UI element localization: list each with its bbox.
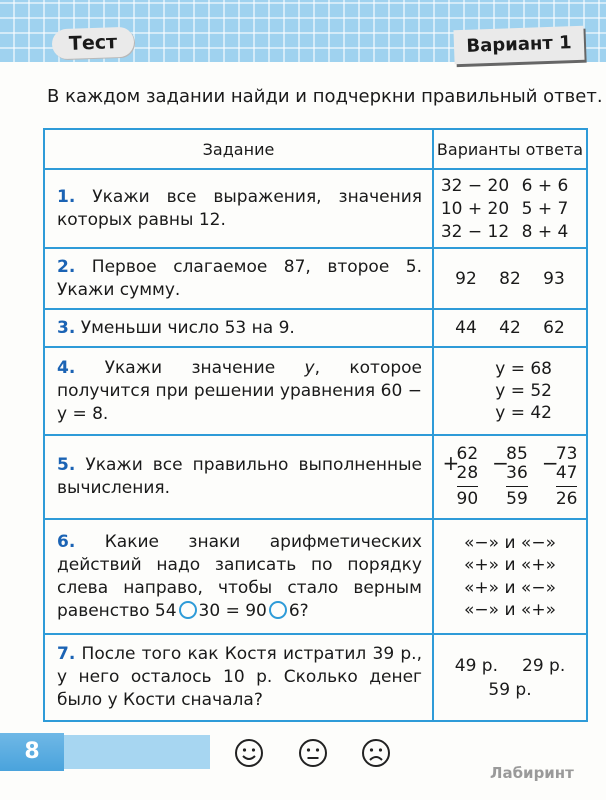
result: 90 [457, 486, 479, 509]
variable-y: y [304, 357, 315, 378]
operand-top: 73 [555, 444, 578, 464]
operand-bottom: 47 [555, 463, 578, 483]
answer-option[interactable]: «−» и «−» [464, 532, 556, 553]
answer-option[interactable]: 6 + 6 [521, 175, 569, 196]
task-7-answers [433, 634, 587, 721]
header-task: Задание [44, 129, 433, 169]
task-5-answers [433, 435, 587, 519]
equation-a: 54 [154, 600, 177, 621]
task-text-before: Укажи значение [104, 357, 305, 378]
answer-option[interactable]: 5 + 7 [521, 198, 569, 219]
answer-option[interactable]: «−» и «+» [464, 600, 556, 620]
task-3-question [44, 309, 433, 347]
empty-circle-icon[interactable] [179, 601, 197, 619]
task-text: После того как Костя истратил 39 р., у него осталось 10 р. Сколько денег было у Кости сначала? [57, 644, 422, 710]
table-row [44, 435, 587, 519]
sad-face-icon[interactable] [361, 738, 391, 768]
answer-option[interactable]: 62 [543, 318, 565, 338]
task-6-answers [433, 519, 587, 634]
answer-option[interactable]: «+» и «−» [464, 577, 556, 598]
table-row [44, 347, 587, 435]
equation-c: 6? [288, 600, 309, 621]
answer-option[interactable]: 93 [543, 268, 565, 289]
header-answers: Варианты ответа [433, 129, 587, 169]
task-1-question [44, 169, 433, 248]
task-number: 3. [57, 317, 76, 338]
operator-sign: + [442, 451, 460, 475]
task-number: 4. [57, 357, 76, 378]
answer-option[interactable]: 10 + 20 [440, 198, 510, 219]
column-calculation[interactable] [542, 445, 578, 509]
result: 59 [506, 486, 528, 509]
task-7-question [44, 634, 433, 721]
answer-option[interactable]: 92 [455, 268, 477, 289]
answer-option[interactable]: 44 [455, 318, 477, 338]
answer-option[interactable]: «+» и «+» [464, 555, 556, 575]
answer-option[interactable]: 42 [499, 318, 521, 338]
operator-sign: − [541, 451, 559, 475]
answer-option[interactable]: y = 52 [495, 381, 552, 401]
task-text: Первое слагаемое 87, второе 5. Укажи сумму. [57, 256, 423, 300]
task-text: Уменьши число 53 на 9. [80, 317, 295, 338]
result: 26 [556, 486, 578, 509]
table-header-row [44, 129, 587, 169]
tasks-table [43, 128, 588, 722]
table-row [44, 248, 587, 309]
operand-top: 85 [506, 444, 528, 464]
task-number: 7. [57, 644, 76, 664]
answer-option[interactable]: 32 − 12 [440, 221, 510, 242]
answer-option[interactable]: 8 + 4 [521, 221, 569, 242]
answer-option[interactable]: 59 р. [488, 679, 532, 700]
table-row [44, 309, 587, 347]
neutral-face-icon[interactable] [298, 738, 328, 768]
task-6-question [44, 519, 433, 634]
equation-b: 30 = 90 [198, 600, 267, 621]
operand-top: 62 [456, 444, 479, 464]
task-text: Какие знаки арифметических действий надо записать по порядку слева направо, чтобы стало верным равенство [57, 531, 422, 621]
operator-sign: − [492, 451, 509, 475]
operand-bottom: 36 [506, 463, 528, 483]
labirint-logo: Лабиринт [490, 764, 574, 782]
task-2-question [44, 248, 433, 309]
operand-bottom: 28 [456, 463, 479, 483]
task-2-answers [433, 248, 587, 309]
task-text: Укажи все правильно выполненные вычисления. [57, 455, 422, 498]
answer-option[interactable]: y = 68 [495, 359, 552, 379]
instruction-text: В каждом задании найди и подчеркни правильный ответ. [47, 86, 603, 107]
table-row [44, 169, 587, 248]
task-4-answers [433, 347, 587, 435]
task-3-answers [433, 309, 587, 347]
smile-face-icon[interactable] [234, 738, 264, 768]
page-number: 8 [0, 733, 64, 771]
task-text: Укажи все выражения, значения которых равны 12. [57, 186, 422, 230]
column-calculation[interactable] [443, 445, 479, 509]
answer-option[interactable]: y = 42 [495, 403, 552, 423]
task-number: 6. [57, 531, 76, 552]
task-number: 2. [57, 256, 76, 277]
table-row [44, 519, 587, 634]
table-row [44, 634, 587, 721]
variant-badge: Вариант 1 [453, 26, 584, 65]
task-number: 5. [57, 455, 76, 475]
empty-circle-icon[interactable] [269, 601, 287, 619]
column-calculation[interactable] [492, 445, 528, 509]
answer-option[interactable]: 29 р. [522, 655, 566, 676]
test-badge: Тест [52, 27, 135, 60]
task-number: 1. [57, 186, 76, 207]
answer-option[interactable]: 49 р. [454, 655, 498, 676]
answer-option[interactable]: 32 − 20 [440, 175, 510, 196]
task-4-question [44, 347, 433, 435]
task-text-after: , которое получится при решении уравнения 60 − y = 8. [57, 357, 422, 424]
task-1-answers [433, 169, 587, 248]
answer-option[interactable]: 82 [499, 268, 521, 289]
task-5-question [44, 435, 433, 519]
